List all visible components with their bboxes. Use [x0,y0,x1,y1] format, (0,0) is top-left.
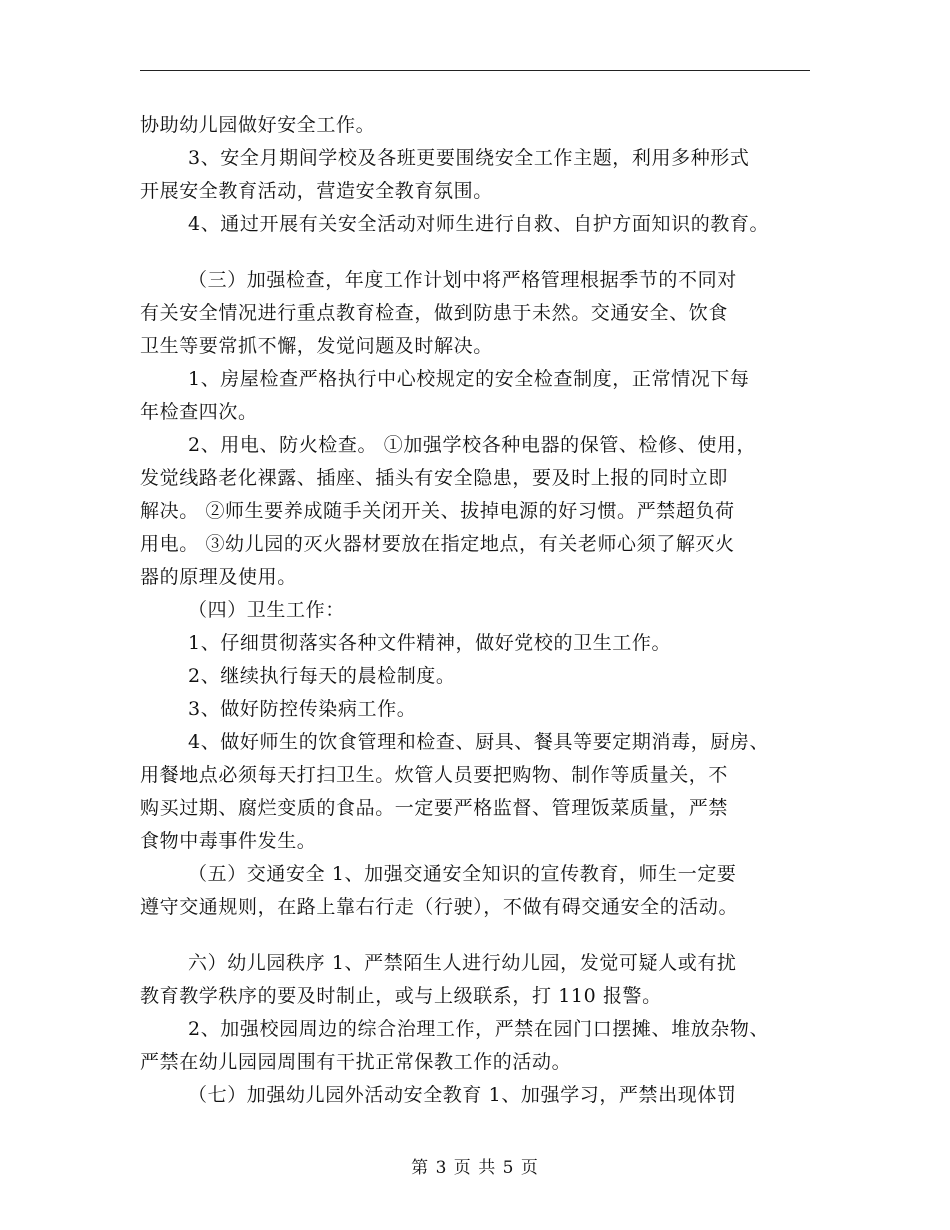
text-line: 遵守交通规则，在路上靠右行走（行驶），不做有碍交通安全的活动。 [140,896,739,918]
text-line: 卫生等要常抓不懈，发觉问题及时解决。 [140,335,493,357]
text-line: 2、继续执行每天的晨检制度。 [188,665,456,687]
text-line: 严禁在幼儿园园周围有干扰正常保教工作的活动。 [140,1051,572,1073]
text-line: 有关安全情况进行重点教育检查，做到防患于未然。交通安全、饮食 [140,302,729,324]
text-line: 2、加强校园周边的综合治理工作，严禁在园门口摆摊、堆放杂物、 [188,1018,770,1040]
page-number-footer: 第 3 页 共 5 页 [411,1158,539,1178]
text-line: 教育教学秩序的要及时制止，或与上级联系，打 110 报警。 [140,985,662,1007]
text-line: 年检查四次。 [140,401,258,423]
text-line: （七）加强幼儿园外活动安全教育 1、加强学习，严禁出现体罚 [188,1084,737,1106]
text-line: 4、通过开展有关安全活动对师生进行自救、自护方面知识的教育。 [188,213,770,235]
text-line: 食物中毒事件发生。 [140,830,317,852]
text-line: （四）卫生工作： [188,599,345,621]
text-line: 发觉线路老化裸露、插座、插头有安全隐患，要及时上报的同时立即 [140,467,729,489]
header-rule [140,70,810,71]
text-line: （三）加强检查，年度工作计划中将严格管理根据季节的不同对 [188,269,737,291]
text-line: 3、安全月期间学校及各班更要围绕安全工作主题，利用多种形式 [188,147,750,169]
text-line: 开展安全教育活动，营造安全教育氛围。 [140,180,493,202]
text-line: 解决。 ②师生要养成随手关闭开关、拔掉电源的好习惯。严禁超负荷 [140,500,735,522]
text-line: 3、做好防控传染病工作。 [188,698,417,720]
text-line: （五）交通安全 1、加强交通安全知识的宣传教育，师生一定要 [188,863,737,885]
text-line: 用餐地点必须每天打扫卫生。炊管人员要把购物、制作等质量关，不 [140,764,729,786]
text-line: 4、做好师生的饮食管理和检查、厨具、餐具等要定期消毒，厨房、 [188,731,770,753]
text-line: 购买过期、腐烂变质的食品。一定要严格监督、管理饭菜质量，严禁 [140,797,729,819]
text-line: 器的原理及使用。 [140,566,297,588]
text-line: 用电。 ③幼儿园的灭火器材要放在指定地点，有关老师心须了解灭火 [140,533,735,555]
text-line: 1、房屋检查严格执行中心校规定的安全检查制度，正常情况下每 [188,368,750,390]
text-line: 六）幼儿园秩序 1、严禁陌生人进行幼儿园，发觉可疑人或有扰 [188,952,737,974]
text-line: 1、仔细贯彻落实各种文件精神，做好党校的卫生工作。 [188,632,672,654]
text-line: 协助幼儿园做好安全工作。 [140,114,376,136]
text-line: 2、用电、防火检查。 ①加强学校各种电器的保管、检修、使用， [188,434,757,456]
